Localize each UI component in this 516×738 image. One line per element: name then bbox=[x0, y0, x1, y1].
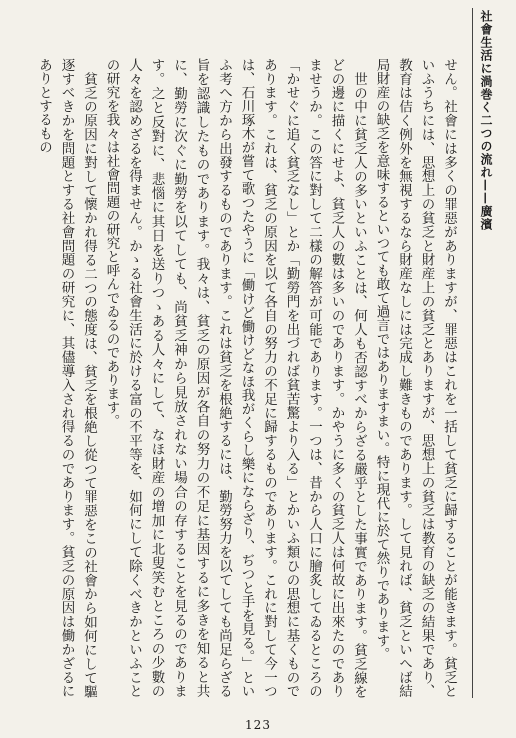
paragraph: 貧乏の原因に對して懷かれ得る二つの態度は、貧乏を根絶し從つて罪惡をこの社會から如何にして驅逐すべきかを問題とする社會問題の研究に、其儘導入され得るのであります。貧乏の原因は働かざるにありとするもの bbox=[36, 58, 97, 698]
paragraph: 世の中に貧乏人の多いといふことは、何人も否認すべからざる嚴乎とした事實であります。貧乏線をどの邊に描くにせよ、貧乏人の數は多いのであります。かやうに多くの貧乏人は何故に出來たのでありませうか。この答に對して二樣の解答が可能であります。一つは、昔から人口に膾炙してゐるところの「かせぐに追く貧乏なし」とか「勤勞門を出づれば貧苦驚より入る」とかいふ類ひの思想に基くものであります。これは、貧乏の原因を以て各自の努力の不足に歸するものであります。これに對して今一つは、石川琢木が嘗て歌つたやうに「働けど働けどなほ我がくらし樂にならざり、ぢつと手を見る。」といふ考へ方から出發するものであります。これは貧乏を根絶するには、勤勞努力を以てしても尚足らざる旨を認識したものであります。我々は、貧乏の原因が各自の努力の不足に基因するに多きを知ると共に、勤勞に次ぐに勤勞を以てしても、尚貧乏神から見放されない場合の存することを見るのであります。之と反對に、悲惱に其日を送りつゝある人々にして、なほ財産の增加に北叟笑むところの少數の人々を認めざるを得ません。かゝる社會生活に於ける富の不平等を、如何にして除くべきかといふことの研究を我々は社會問題の研究と呼んでゐるのであります。 bbox=[103, 58, 367, 698]
page-number: 123 bbox=[245, 718, 271, 732]
paragraph: せん。社會には多くの罪惡がありますが、罪惡はこれを一括して貧乏に歸することが能きます。貧乏といふうちには、思想上の貧乏と財産上の貧乏とありますが、思想上の貧乏は教育の缺乏の結果であり、教育は佶く例外を無視するなら財産なしには完成し難きものであります。して見れば、貧乏といへば結局財産の缺乏を意味するといつても敢て過言ではありますまい。特に現代に於て然りであります。 bbox=[373, 58, 457, 698]
body-text bbox=[34, 58, 460, 698]
running-title: 社會生活に渦巻く二つの流れ——廣濱 bbox=[479, 10, 493, 231]
header-rule bbox=[472, 8, 473, 698]
